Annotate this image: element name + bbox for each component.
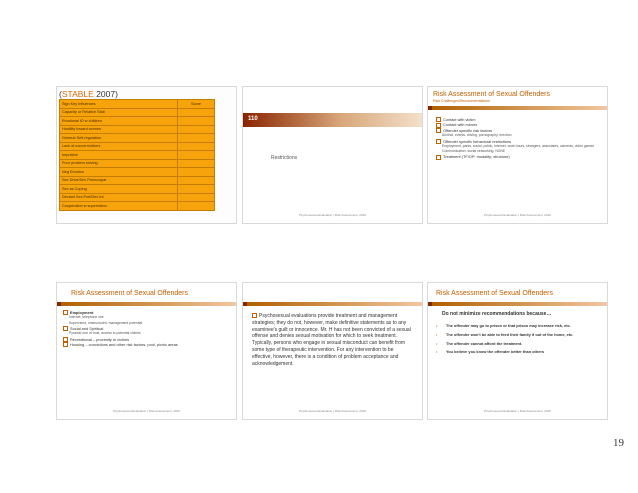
table-cell-label: Lack of concern/others [60, 142, 178, 151]
table-row [60, 168, 215, 177]
table-row [60, 108, 215, 117]
table-cell-label: Cooperation w supervision [60, 202, 178, 211]
list-item-text: Employment, parks, social, public, Internet, work hours, strangers, associates, cameras, video games [442, 144, 595, 149]
slide-footer: Psychosexual Evaluation | Risk Assessment, 2016 [299, 213, 366, 217]
list-item-text: Internet, telephone use [69, 315, 104, 320]
slide-stable-table[interactable] [56, 86, 237, 224]
list-item [436, 349, 602, 355]
table-cell-score [178, 151, 215, 160]
list-item-text: Supervised, unstructured, management potential [69, 320, 143, 325]
table-row [60, 176, 215, 185]
table-cell-score [178, 202, 215, 211]
list-item [436, 332, 602, 338]
table-cell-label: Impulsive [60, 151, 178, 160]
bullet-icon: • [436, 340, 438, 346]
list-item-text: Housing – convictions and other risk factors: pool, picnic areas [70, 342, 178, 348]
bullet-icon [436, 155, 441, 160]
table-cell-score [178, 134, 215, 143]
table-cell-label: Neg Emotion [60, 168, 178, 177]
list-item-text: Communication: social networking: NONE [442, 149, 506, 154]
table-row [60, 151, 215, 160]
table-cell-score: Score [178, 100, 215, 109]
slide-paragraph: Psychosexual evaluations provide treatment and management strategies; they do not, however, make definitive statements as to any examinee's guilt or innocence. Mr. H has not been convicted of a sexual offense and denies sexual motivation for which to seek treatment. Typically, persons who engage in sexual misconduct can benefit from some type of therapeutic intervention. For any intervention to be effective, however, there is a condition of problem acceptance and acknowledgement. [252, 313, 411, 367]
table-cell-label: Deviant Sex Pref/Dev Int [60, 193, 178, 202]
list-item-text: You believe you know the offender better than others [446, 349, 545, 355]
list-item [63, 342, 228, 347]
list-item-text: Contact with minors [443, 122, 478, 128]
table-cell-label: Poor problem solving [60, 159, 178, 168]
list-item-text: Contact with victim [443, 117, 476, 122]
section-band [243, 113, 422, 127]
header-bar [57, 302, 236, 306]
bullet-list [63, 310, 228, 347]
table-cell-label: Hostility toward women [60, 125, 178, 134]
slide-title: Risk Assessment of Sexual Offenders [71, 290, 188, 297]
list-item-text: Recreational – proximity to victims [70, 336, 130, 342]
bullet-icon [63, 342, 68, 347]
bullet-icon: • [436, 331, 438, 337]
table-cell-score [178, 185, 215, 194]
bullet-list [436, 323, 602, 358]
table-cell-score [178, 193, 215, 202]
slide-recommendations[interactable] [427, 282, 608, 420]
list-item [436, 154, 604, 159]
page-number: 19 [613, 437, 624, 449]
slide-title: Risk Assessment of Sexual Offenders [433, 91, 550, 98]
stable-table [59, 99, 215, 211]
list-item-text: Alcohol, events, driving, pornography, erection [442, 133, 512, 138]
list-item [436, 323, 602, 329]
bullet-list [436, 117, 604, 160]
bullet-icon: • [436, 323, 438, 328]
table-row [60, 159, 215, 168]
list-item-text: The offender won't be able to feed their family if out of the home, etc. [446, 331, 574, 337]
table-cell-label: General Self-regulation [60, 134, 178, 143]
table-row [60, 134, 215, 143]
slide-restrictions[interactable] [242, 86, 423, 224]
slide-risk-challenges[interactable] [427, 86, 608, 224]
slide-subtitle: Risk Challenges/Recommendations [433, 99, 490, 103]
list-item-text: Pyramid one of trust, access to potential victims [69, 331, 141, 336]
bullet-icon: • [436, 349, 438, 355]
slide-evaluation-text[interactable] [242, 282, 423, 420]
slide-footer: Psychosexual Evaluation | Risk Assessment, 2016 [299, 409, 366, 413]
header-bar [428, 302, 607, 306]
slide-footer: Psychosexual Evaluation | Risk Assessment, 2016 [113, 409, 180, 413]
list-item-text: Social and Spiritual [70, 325, 104, 331]
table-row [60, 193, 215, 202]
slide-section-title: Restrictions [271, 155, 298, 161]
table-cell-label: Emotional ID w children [60, 117, 178, 126]
list-item-text: Treatment (TF/OP; modality; structure) [443, 154, 510, 160]
table-cell-score [178, 117, 215, 126]
table-cell-score [178, 176, 215, 185]
slide-lead: Do not minimize recommendations because… [442, 311, 552, 317]
list-item [436, 341, 602, 347]
table-row [60, 202, 215, 211]
list-item-text: Employment [70, 310, 94, 315]
list-item-text: The offender may go to prison or that prison may increase risk, etc. [446, 323, 571, 328]
table-cell-score [178, 159, 215, 168]
table-cell-score [178, 168, 215, 177]
table-cell-label: Capacity or Relative Stab [60, 108, 178, 117]
table-cell-score [178, 125, 215, 134]
slide-title: Risk Assessment of Sexual Offenders [436, 290, 553, 297]
bullet-icon [252, 313, 257, 318]
slide-title: (STABLE 2007) [59, 89, 118, 99]
list-item-text: The offender cannot afford the treatment. [446, 340, 523, 346]
list-item-text: Offender specific risk factors [443, 127, 493, 133]
list-item-text: Offender specific behavioral restrictions [443, 138, 512, 144]
table-row [60, 185, 215, 194]
table-cell-score [178, 108, 215, 117]
slide-risk-assessment[interactable] [56, 282, 237, 420]
table-row [60, 142, 215, 151]
header-bar [428, 106, 607, 110]
table-cell-label: Sex as Coping [60, 185, 178, 194]
table-cell-score [178, 142, 215, 151]
table-cell-label: Sign Key Influences [60, 100, 178, 109]
table-row [60, 100, 215, 109]
header-bar [243, 302, 422, 306]
slide-footer: Psychosexual Evaluation | Risk Assessment, 2016 [484, 409, 551, 413]
slide-section-number: 110 [248, 116, 258, 122]
table-row [60, 125, 215, 134]
table-row [60, 117, 215, 126]
slide-footer: Psychosexual Evaluation | Risk Assessment, 2016 [484, 213, 551, 217]
table-cell-label: Sex Drive/Sex Preoccupat [60, 176, 178, 185]
